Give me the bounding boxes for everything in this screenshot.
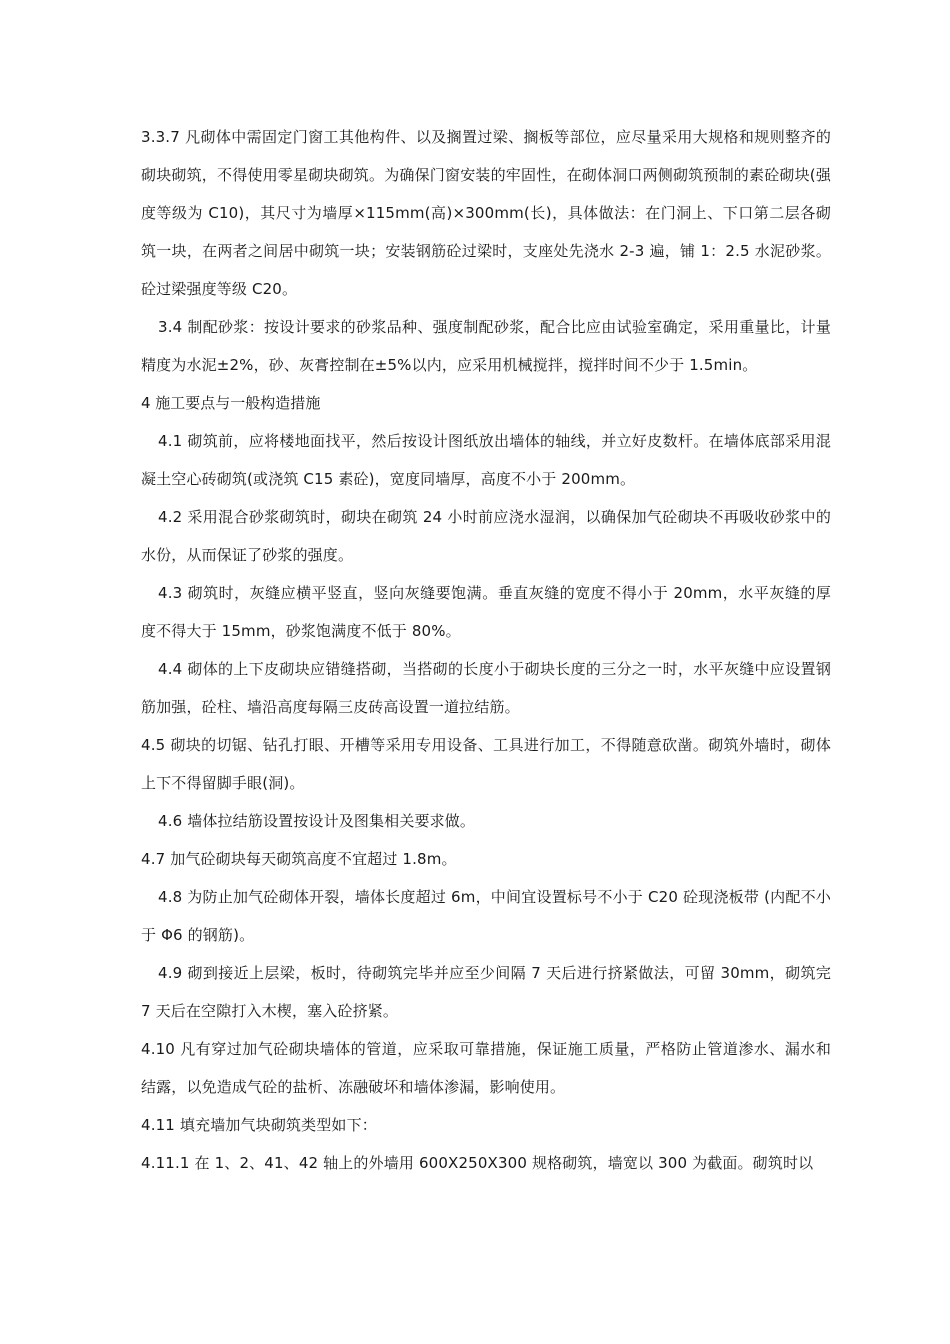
- paragraph-4-1: 4.1 砌筑前，应将楼地面找平，然后按设计图纸放出墙体的轴线，并立好皮数杆。在墙体底部采用混凝土空心砖砌筑(或浇筑 C15 素砼)，宽度同墙厚，高度不小于 200mm。: [141, 432, 831, 488]
- paragraph-4-4: 4.4 砌体的上下皮砌块应错缝搭砌，当搭砌的长度小于砌块长度的三分之一时，水平灰缝中应设置钢筋加强，砼柱、墙沿高度每隔三皮砖高设置一道拉结筋。: [141, 660, 831, 716]
- paragraph-3-4: 3.4 制配砂浆：按设计要求的砂浆品种、强度制配砂浆，配合比应由试验室确定，采用重量比，计量精度为水泥±2%，砂、灰膏控制在±5%以内，应采用机械搅拌，搅拌时间不少于 1.5min。: [141, 318, 831, 374]
- document-body: [141, 118, 831, 1182]
- paragraph-4-8: 4.8 为防止加气砼砌体开裂，墙体长度超过 6m，中间宜设置标号不小于 C20 砼现浇板带 (内配不小于 Φ6 的钢筋)。: [141, 888, 831, 944]
- paragraph-4-6: 4.6 墙体拉结筋设置按设计及图集相关要求做。: [158, 812, 476, 830]
- paragraph-4-11-1: 4.11.1 在 1、2、41、42 轴上的外墙用 600X250X300 规格砌筑，墙宽以 300 为截面。砌筑时以: [141, 1154, 814, 1172]
- paragraph-3-3-7: 3.3.7 凡砌体中需固定门窗工其他构件、以及搁置过梁、搁板等部位，应尽量采用大规格和规则整齐的砌块砌筑，不得使用零星砌块砌筑。为确保门窗安装的牢固性，在砌体洞口两侧砌筑预制的素砼砌块(强度等级为 C10)，其尺寸为墙厚×115mm(高)×300mm(长)，具体做法：在门洞上、下口第二层各砌筑一块，在两者之间居中砌筑一块；安装钢筋砼过梁时，支座处先浇水 2-3 遍，铺 1：2.5 水泥砂浆。砼过梁强度等级 C20。: [141, 128, 831, 298]
- paragraph-4-9: 4.9 砌到接近上层梁，板时，待砌筑完毕并应至少间隔 7 天后进行挤紧做法，可留 30mm，砌筑完 7 天后在空隙打入木楔，塞入砼挤紧。: [141, 964, 831, 1020]
- section-heading-4: 4 施工要点与一般构造措施: [141, 394, 321, 412]
- paragraph-4-11: 4.11 填充墙加气块砌筑类型如下：: [141, 1116, 377, 1134]
- paragraph-4-5: 4.5 砌块的切锯、钻孔打眼、开槽等采用专用设备、工具进行加工，不得随意砍凿。砌筑外墙时，砌体上下不得留脚手眼(洞)。: [141, 736, 831, 792]
- paragraph-4-2: 4.2 采用混合砂浆砌筑时，砌块在砌筑 24 小时前应浇水湿润，以确保加气砼砌块不再吸收砂浆中的水份，从而保证了砂浆的强度。: [141, 508, 831, 564]
- paragraph-4-7: 4.7 加气砼砌块每天砌筑高度不宜超过 1.8m。: [141, 850, 457, 868]
- paragraph-4-3: 4.3 砌筑时，灰缝应横平竖直，竖向灰缝要饱满。垂直灰缝的宽度不得小于 20mm，水平灰缝的厚度不得大于 15mm，砂浆饱满度不低于 80%。: [141, 584, 831, 640]
- paragraph-4-10: 4.10 凡有穿过加气砼砌块墙体的管道，应采取可靠措施，保证施工质量，严格防止管道渗水、漏水和结露，以免造成气砼的盐析、冻融破坏和墙体渗漏，影响使用。: [141, 1040, 831, 1096]
